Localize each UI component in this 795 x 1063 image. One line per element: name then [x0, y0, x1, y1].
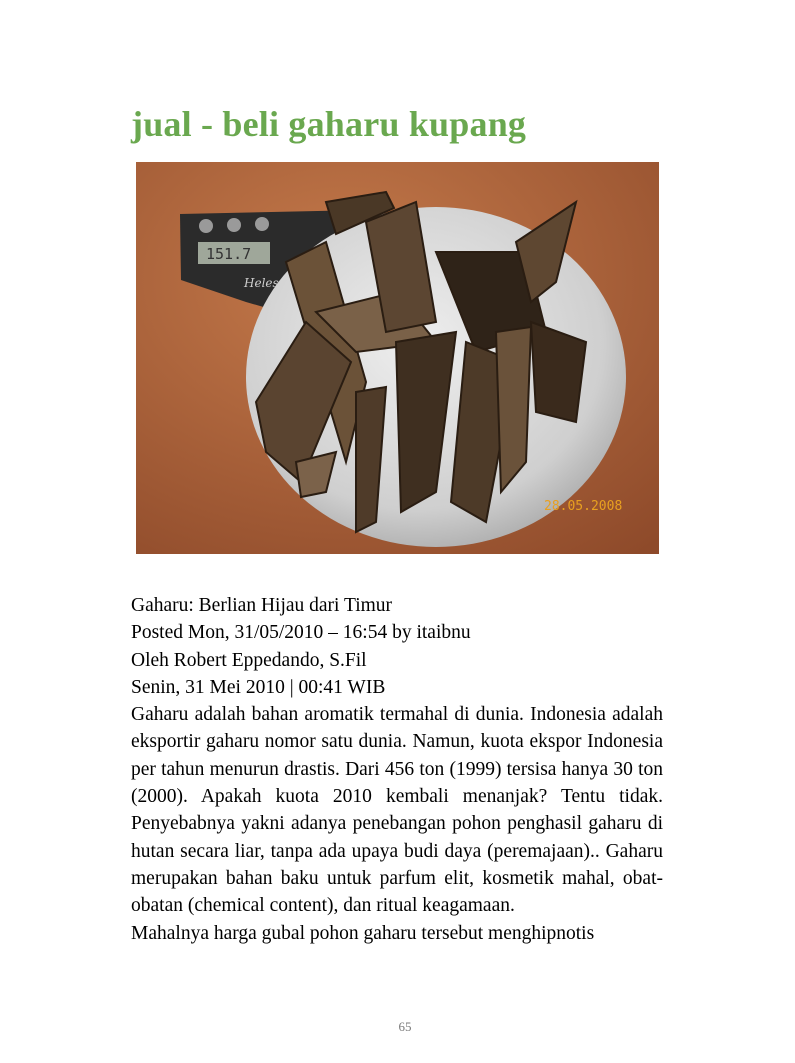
article-headline: Gaharu: Berlian Hijau dari Timur [131, 595, 393, 616]
scale-brand-text: Heles [244, 276, 279, 290]
article-paragraph-continued: Mahalnya harga gubal pohon gaharu tersebut menghipnotis [131, 922, 595, 944]
gaharu-photo [136, 162, 659, 554]
page-title: jual - beli gaharu kupang [131, 104, 527, 144]
date-line: Senin, 31 Mei 2010 | 00:41 WIB [131, 676, 386, 698]
scale-display-text: 151.7 [206, 245, 252, 263]
article-paragraph: Gaharu adalah bahan aromatik termahal di dunia. Indonesia adalah eksportir gaharu nomor satu dunia. Namun, kuota ekspor Indonesia per tahun menurun drastis. Dari 456 ton (1999) tersisa hanya 30 ton (2000). Apakah kuota 2010 kembali menanjak? Tentu tidak. Penyebabnya yakni adanya penebangan pohon penghasil gaharu di hutan secara liar, tanpa ada upaya budi daya (peremajaan).. Gaharu merupakan bahan baku untuk parfum elit, kosmetik mahal, obat-obatan (chemical content), dan ritual keagamaan. [131, 704, 663, 917]
article-body [131, 592, 663, 947]
posted-line: Posted Mon, 31/05/2010 – 16:54 by itaibnu [131, 622, 471, 644]
gaharu-scale-illustration [136, 162, 659, 554]
page-number: 65 [398, 1019, 412, 1034]
author-line: Oleh Robert Eppedando, S.Fil [131, 649, 367, 671]
photo-date-stamp: 28.05.2008 [544, 499, 623, 514]
